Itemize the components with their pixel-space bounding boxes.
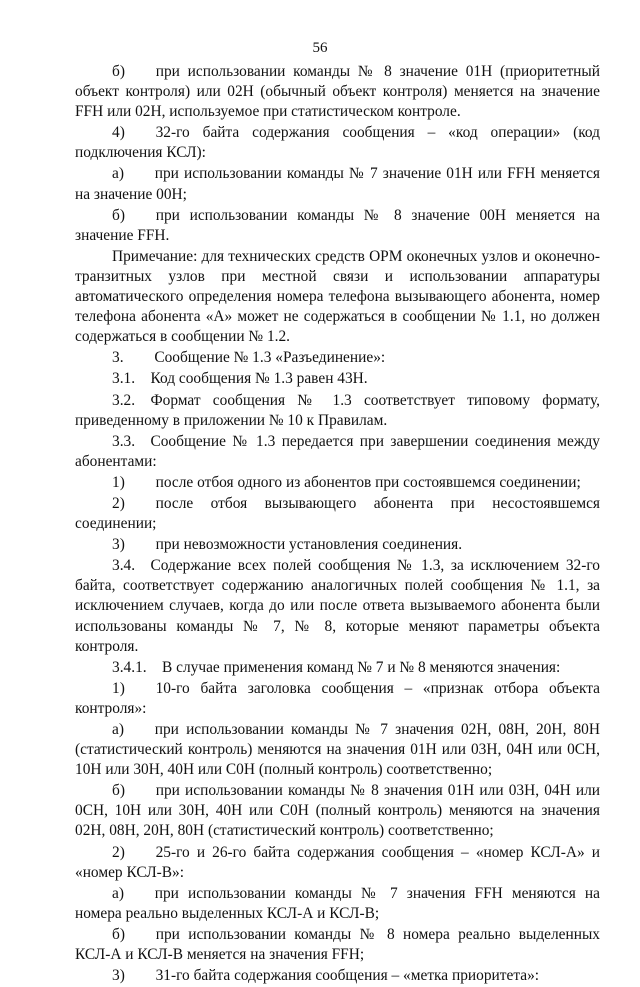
paragraph-item-b-command-8-ffh: б) при использовании команды № 8 значение 00Н меняется на значение FFH.: [75, 206, 600, 244]
paragraph-note: Примечание: для технических средств ОРМ оконечных узлов и оконечно-транзитных узлов при местной связи и использовании аппаратуры автоматического определения номера телефона вызывающего абонента, номер телефона абонента «А» может не содержаться в сообщении № 1.1, но должен содержаться в сообщении № 1.2.: [75, 247, 600, 346]
paragraph-3-2: 3.2. Формат сообщения № 1.3 соответствует типовому формату, приведенному в приложении № 10 к Правилам.: [75, 391, 600, 429]
paragraph-item-4-byte-32: 4) 32-го байта содержания сообщения – «код операции» (код подключения КСЛ):: [75, 124, 600, 162]
paragraph-3-4-1-item-1b: б) при использовании команды № 8 значения 01Н или 03Н, 04Н или 0СН, 10Н или 30Н, 40Н или С0Н (полный контроль) меняются на значения 02Н, 08Н, 20Н, 80Н (статистический контроль) соответственно;: [75, 782, 600, 840]
paragraph-3-4-1-item-1a: а) при использовании команды № 7 значения 02Н, 08Н, 20Н, 80Н (статистический контроль) меняются на значения 01Н или 03Н, 04Н или 0СН, 10Н или 30Н, 40Н или С0Н (полный контроль) соответственно;: [75, 721, 600, 779]
paragraph-3-4-1-item-1: 1) 10-го байта заголовка сообщения – «признак отбора объекта контроля»:: [75, 679, 600, 717]
paragraph-3-4-1-item-2b: б) при использовании команды № 8 номера реально выделенных КСЛ-А и КСЛ-В меняется на значения FFH;: [75, 925, 600, 964]
paragraph-3-4-1-item-2a: а) при использовании команды № 7 значения FFH меняются на номера реально выделенных КСЛ-А и КСЛ-В;: [75, 884, 600, 922]
document-body: [75, 62, 600, 987]
paragraph-3-4-1-item-2: 2) 25-го и 26-го байта содержания сообщения – «номер КСЛ-А» и «номер КСЛ-В»:: [75, 843, 600, 881]
paragraph-3-3-item-1: 1) после отбоя одного из абонентов при состоявшемся соединении;: [112, 473, 581, 491]
paragraph-3-3: 3.3. Сообщение № 1.3 передается при завершении соединения между абонентами:: [75, 432, 600, 470]
paragraph-item-b-command-8: б) при использовании команды № 8 значение 01Н (приоритетный объект контроля) или 02Н (обычный объект контроля) меняется на значение FFH или 02Н, используемое при статистическом контроле.: [75, 63, 600, 121]
paragraph-3-1: 3.1. Код сообщения № 1.3 равен 43Н.: [112, 370, 368, 388]
paragraph-3-4-1: 3.4.1. В случае применения команд № 7 и № 8 меняются значения:: [112, 658, 561, 676]
paragraph-3-4: 3.4. Содержание всех полей сообщения № 1.3, за исключением 32-го байта, соответствует содержанию аналогичных полей сообщения № 1.1, за исключением случаев, когда до или после ответа вызываемого абонента были использованы команды № 7, № 8, которые меняют параметры объекта контроля.: [75, 557, 600, 655]
paragraph-item-a-command-7: а) при использовании команды № 7 значение 01Н или FFH меняется на значение 00Н;: [75, 165, 600, 203]
paragraph-section-3: 3. Сообщение № 1.3 «Разъединение»:: [112, 349, 386, 367]
page-number: 56: [312, 40, 328, 56]
paragraph-3-3-item-3: 3) при невозможности установления соединения.: [112, 536, 463, 554]
paragraph-3-4-1-item-3: 3) 31-го байта содержания сообщения – «метка приоритета»:: [112, 967, 540, 985]
paragraph-3-3-item-2: 2) после отбоя вызывающего абонента при несостоявшемся соединении;: [75, 494, 600, 533]
